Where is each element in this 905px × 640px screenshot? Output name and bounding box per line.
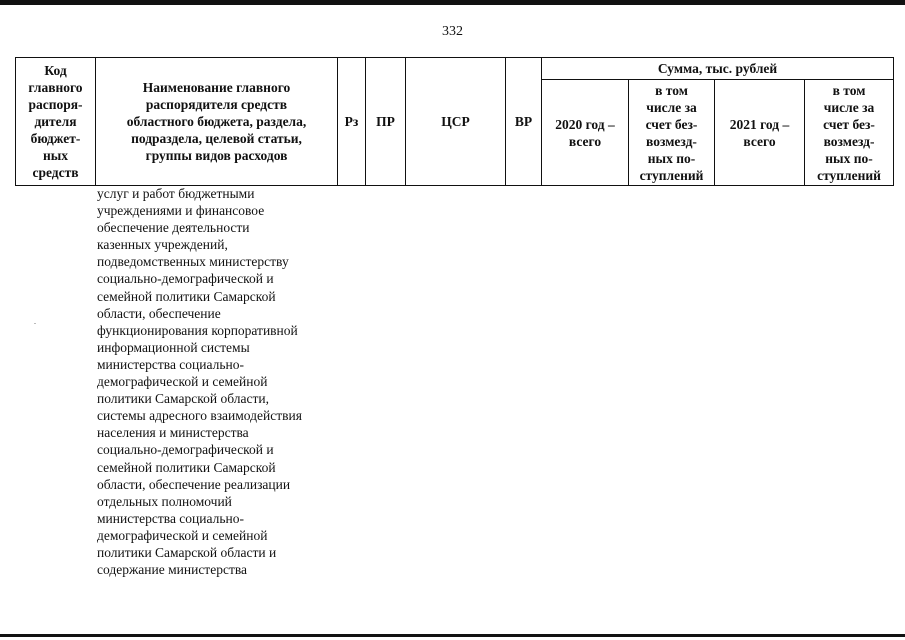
top-border-rule	[0, 0, 905, 5]
col-header-2021-grants: в том числе за счет без- возмезд- ных по- ступлений	[805, 80, 894, 186]
col-header-2020-total: 2020 год – всего	[542, 80, 629, 186]
col-header-2021-total: 2021 год – всего	[715, 80, 805, 186]
scan-speck	[34, 323, 36, 324]
expense-description-text: услуг и работ бюджетными учреждениями и финансовое обеспечение деятельности казенных учреждений, подведомственных министерству социально-демографической и семейной политики Самарской области, обеспечение функционирования корпоративной информационной системы министерства социально- демографической и семейной политики Самарской области, системы адресного взаимодействия населения и министерства социально-демографической и семейной политики Самарской области, обеспечение реализации отдельных полномочий министерства социально- демографической и семейной политики Самарской области и содержание министерства	[97, 186, 302, 578]
page-number: 332	[442, 24, 463, 39]
col-header-vr: ВР	[506, 58, 542, 186]
col-header-code: Код главного распоря- дителя бюджет- ных средств	[16, 58, 96, 186]
col-header-2020-grants: в том числе за счет без- возмезд- ных по- ступлений	[629, 80, 715, 186]
col-header-rz: Рз	[338, 58, 366, 186]
col-header-csr: ЦСР	[406, 58, 506, 186]
budget-table-header	[15, 57, 894, 186]
col-header-name: Наименование главного распорядителя средств областного бюджета, раздела, подраздела, целевой статьи, группы видов расходов	[96, 58, 338, 186]
col-header-sum-group: Сумма, тыс. рублей	[542, 58, 894, 80]
col-header-pr: ПР	[366, 58, 406, 186]
bottom-border-rule	[0, 634, 905, 637]
